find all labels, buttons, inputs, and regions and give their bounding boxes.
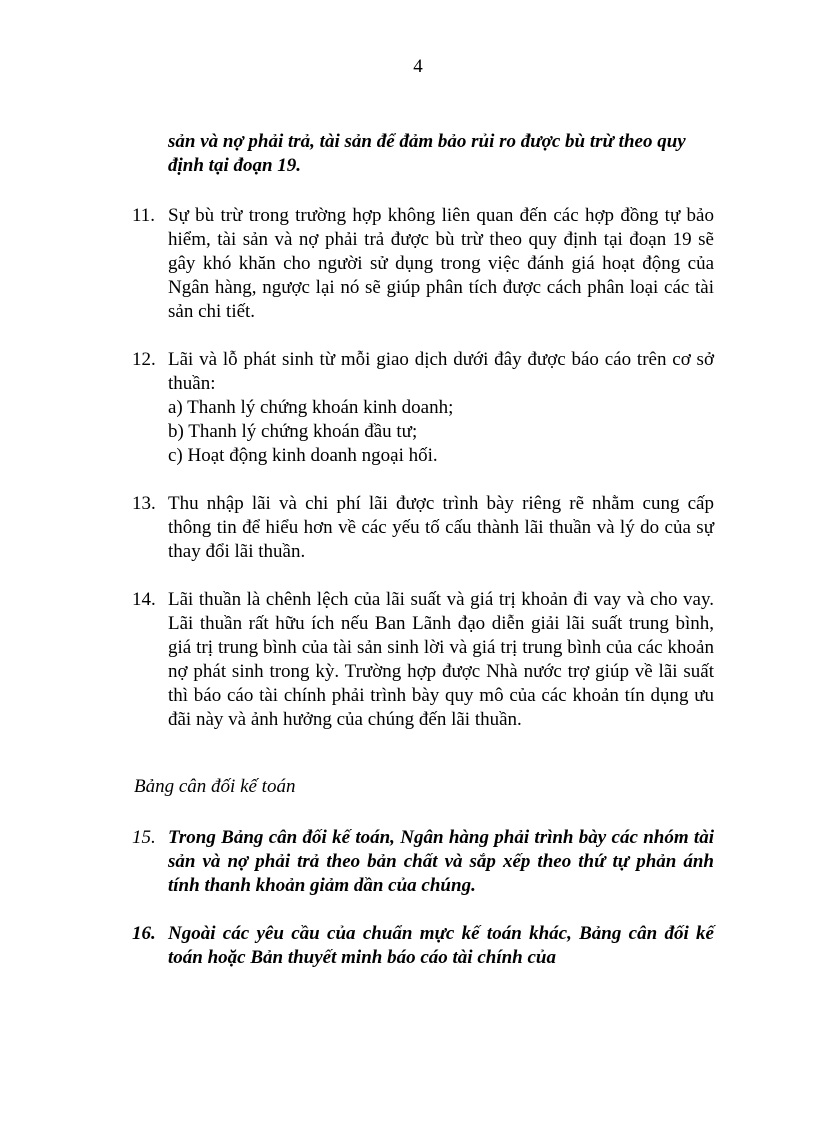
intro-paragraph: sản và nợ phải trả, tài sản để đảm bảo rủi ro được bù trừ theo quy định tại đoạn 19. <box>168 131 686 176</box>
paragraph-text: Sự bù trừ trong trường hợp không liên quan đến các hợp đồng tự bảo hiểm, tài sản và nợ phải trả được bù trừ theo quy định tại đoạn 19 sẽ gây khó khăn cho người sử dụng trong việc đánh giá hoạt động của Ngân hàng, ngược lại nó sẽ giúp phân tích được cách phân loại các tài sản chi tiết. <box>168 205 714 322</box>
paragraph-number: 11. <box>132 205 156 226</box>
list-item: a) Thanh lý chứng khoán kinh doanh; <box>168 397 454 418</box>
paragraph-text: Lãi và lỗ phát sinh từ mỗi giao dịch dưới đây được báo cáo trên cơ sở thuần: <box>168 349 714 394</box>
paragraph-number: 16. <box>132 923 156 944</box>
paragraph-number: 14. <box>132 589 156 610</box>
paragraph-text: Thu nhập lãi và chi phí lãi được trình bày riêng rẽ nhằm cung cấp thông tin để hiểu hơn về các yếu tố cấu thành lãi thuần và lý do của sự thay đổi lãi thuần. <box>168 493 714 562</box>
paragraph-13 <box>132 492 714 564</box>
paragraph-text: Lãi thuần là chênh lệch của lãi suất và giá trị khoản đi vay và cho vay. Lãi thuần rất hữu ích nếu Ban Lãnh đạo diễn giải lãi suất trung bình, giá trị trung bình của tài sản sinh lời và giá trị trung bình của các khoản nợ phát sinh trong kỳ. Trường hợp được Nhà nước trợ giúp về lãi suất thì báo cáo tài chính phải trình bày quy mô của các khoản tín dụng ưu đãi này và ảnh hưởng của chúng đến lãi thuần. <box>168 589 714 730</box>
paragraph-text: Trong Bảng cân đối kế toán, Ngân hàng phải trình bày các nhóm tài sản và nợ phải trả theo bản chất và sắp xếp theo thứ tự phản ánh tính thanh khoản giảm dần của chúng. <box>168 827 714 896</box>
paragraph-number: 12. <box>132 349 156 370</box>
paragraph-number: 15. <box>132 827 156 848</box>
list-item: b) Thanh lý chứng khoán đầu tư; <box>168 421 418 442</box>
paragraph-15 <box>132 826 714 898</box>
paragraph-11 <box>132 204 714 324</box>
paragraph-number: 13. <box>132 493 156 514</box>
paragraph-text: Ngoài các yêu cầu của chuẩn mực kế toán khác, Bảng cân đối kế toán hoặc Bản thuyết minh báo cáo tài chính của <box>168 923 714 968</box>
list-item: c) Hoạt động kinh doanh ngoại hối. <box>168 445 438 466</box>
paragraph-14 <box>132 588 714 732</box>
list <box>168 396 714 468</box>
page-number: 4 <box>413 56 423 77</box>
paragraph-16 <box>132 922 714 970</box>
section-heading: Bảng cân đối kế toán <box>134 776 296 797</box>
paragraph-12 <box>132 348 714 468</box>
